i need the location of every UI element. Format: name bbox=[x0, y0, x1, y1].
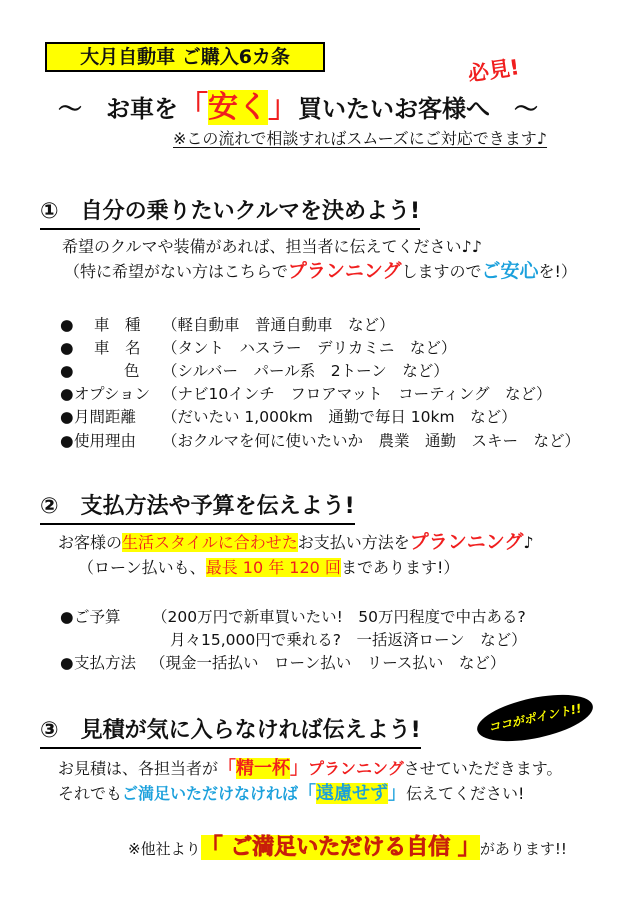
section2-line2 bbox=[78, 555, 459, 581]
list-item-detail: （シルバー パール系 2トーン など） bbox=[162, 362, 449, 380]
title-suffix: 買いたいお客様へ ～ bbox=[298, 95, 538, 123]
list-item-label: 使用理由 bbox=[74, 432, 137, 450]
list-item-continuation bbox=[0, 629, 640, 651]
bullet-icon: ● bbox=[60, 385, 74, 403]
bullet-icon: ● bbox=[60, 608, 74, 626]
list-item-label: ご予算 bbox=[74, 608, 121, 626]
section1-heading: ① 自分の乗りたいクルマを決めよう! bbox=[40, 198, 420, 230]
bullet-icon: ● bbox=[60, 654, 74, 672]
section1-line2-text-c: を!） bbox=[538, 262, 577, 281]
music-note-icon: ♪ bbox=[523, 533, 534, 552]
section1-line2-text-b: しますので bbox=[401, 262, 482, 281]
bullet-icon: ● bbox=[60, 339, 74, 357]
section1-line2 bbox=[64, 258, 577, 285]
section3-heading: ③ 見積が気に入らなければ伝えよう! bbox=[40, 717, 421, 749]
list-item-detail: （タント ハスラー デリカミニ など） bbox=[162, 339, 457, 357]
section2-heading: ② 支払方法や予算を伝えよう! bbox=[40, 493, 355, 525]
section2-line2-text-b: まであります!） bbox=[340, 558, 460, 577]
point-badge: ココがポイント!! bbox=[473, 686, 597, 750]
bullet-icon: ● bbox=[60, 432, 74, 450]
section3-line1 bbox=[58, 756, 562, 782]
list-item bbox=[0, 406, 640, 428]
title-prefix: ～ お車を bbox=[58, 95, 178, 123]
list-item-label: 支払方法 bbox=[74, 654, 137, 672]
hesitate-bracket-close: 」 bbox=[388, 783, 407, 804]
list-item bbox=[0, 606, 640, 628]
bullet-icon: ● bbox=[60, 316, 74, 334]
confidence-emphasis: 「 ご満足いただける自信 」 bbox=[200, 835, 480, 860]
list-item bbox=[0, 652, 640, 674]
list-item-detail: （現金一括払い ローン払い リース払い など） bbox=[150, 654, 506, 672]
lifestyle-emphasis: 生活スタイルに合わせた bbox=[122, 533, 298, 552]
section2-line2-text-a: （ローン払いも、 bbox=[78, 558, 206, 577]
title-bracket-open: 「 bbox=[178, 90, 208, 125]
section2-line1-text-b: お支払い方法を bbox=[297, 533, 410, 552]
title-highlight: 安く bbox=[208, 90, 268, 125]
max-term-emphasis: 最長 10 年 120 回 bbox=[205, 558, 341, 577]
section1-line2-text-a: （特に希望がない方はこちらで bbox=[64, 262, 288, 281]
section3-line2-text-a: それでも bbox=[58, 784, 123, 803]
hesitate-emphasis: 遠慮せず bbox=[316, 783, 389, 804]
bullet-icon: ● bbox=[60, 362, 74, 380]
title-bracket-close: 」 bbox=[268, 90, 298, 125]
main-title bbox=[58, 90, 538, 127]
list-item bbox=[0, 383, 640, 405]
section1-line1: 希望のクルマや装備があれば、担当者に伝えてください♪♪ bbox=[62, 237, 482, 256]
satisfied-emphasis: ご満足いただけなければ bbox=[122, 784, 299, 803]
relief-emphasis: ご安心 bbox=[481, 260, 539, 282]
list-item-detail: 月々15,000円で乗れる? 一括返済ローン など） bbox=[170, 631, 527, 649]
section3-line2 bbox=[58, 781, 524, 807]
section3-line1-text-b: させていただきます。 bbox=[403, 759, 563, 778]
effort-bracket-close: 」 bbox=[290, 758, 309, 779]
effort-emphasis: 精一杯 bbox=[236, 758, 291, 779]
planning-emphasis: プランニング bbox=[409, 531, 524, 553]
list-item bbox=[0, 430, 640, 452]
effort-bracket-open: 「 bbox=[218, 758, 237, 779]
subtitle: ※この流れで相談すればスムーズにご対応できます♪ bbox=[173, 129, 548, 148]
list-item-detail: （軽自動車 普通自動車 など） bbox=[162, 316, 395, 334]
footer-text-a: ※他社より bbox=[128, 840, 201, 858]
list-item bbox=[0, 314, 640, 336]
bullet-icon: ● bbox=[60, 408, 74, 426]
list-item bbox=[0, 337, 640, 359]
list-item-label: 月間距離 bbox=[74, 408, 137, 426]
list-item-label: 車 種 bbox=[94, 316, 141, 334]
list-item-detail: （だいたい 1,000km 通勤で毎日 10km など） bbox=[162, 408, 517, 426]
section3-line2-text-b: 伝えてください! bbox=[406, 784, 525, 803]
list-item-label: 車 名 bbox=[94, 339, 141, 357]
list-item-label: オプション bbox=[74, 385, 151, 403]
section2-line1 bbox=[58, 529, 534, 556]
list-item-detail: （おクルマを何に使いたいか 農業 通勤 スキー など） bbox=[162, 432, 581, 450]
section2-line1-text-a: お客様の bbox=[58, 533, 123, 552]
list-item-detail: （ナビ10インチ フロアマット コーティング など） bbox=[162, 385, 552, 403]
section3-line1-text-a: お見積は、各担当者が bbox=[58, 759, 219, 778]
planning-emphasis: プランニング bbox=[287, 260, 402, 282]
footer-text-b: があります!! bbox=[479, 840, 567, 858]
list-item-label: 色 bbox=[124, 362, 140, 380]
must-see-stamp: 必見! bbox=[466, 55, 521, 87]
list-item bbox=[0, 360, 640, 382]
list-item-detail: （200万円で新車買いたい! 50万円程度で中古ある? bbox=[152, 608, 526, 626]
header-badge-title: 大月自動車 ご購入6カ条 bbox=[45, 42, 325, 72]
planning-emphasis: プランニング bbox=[308, 759, 404, 778]
footer-line bbox=[128, 832, 567, 865]
hesitate-bracket-open: 「 bbox=[298, 783, 317, 804]
